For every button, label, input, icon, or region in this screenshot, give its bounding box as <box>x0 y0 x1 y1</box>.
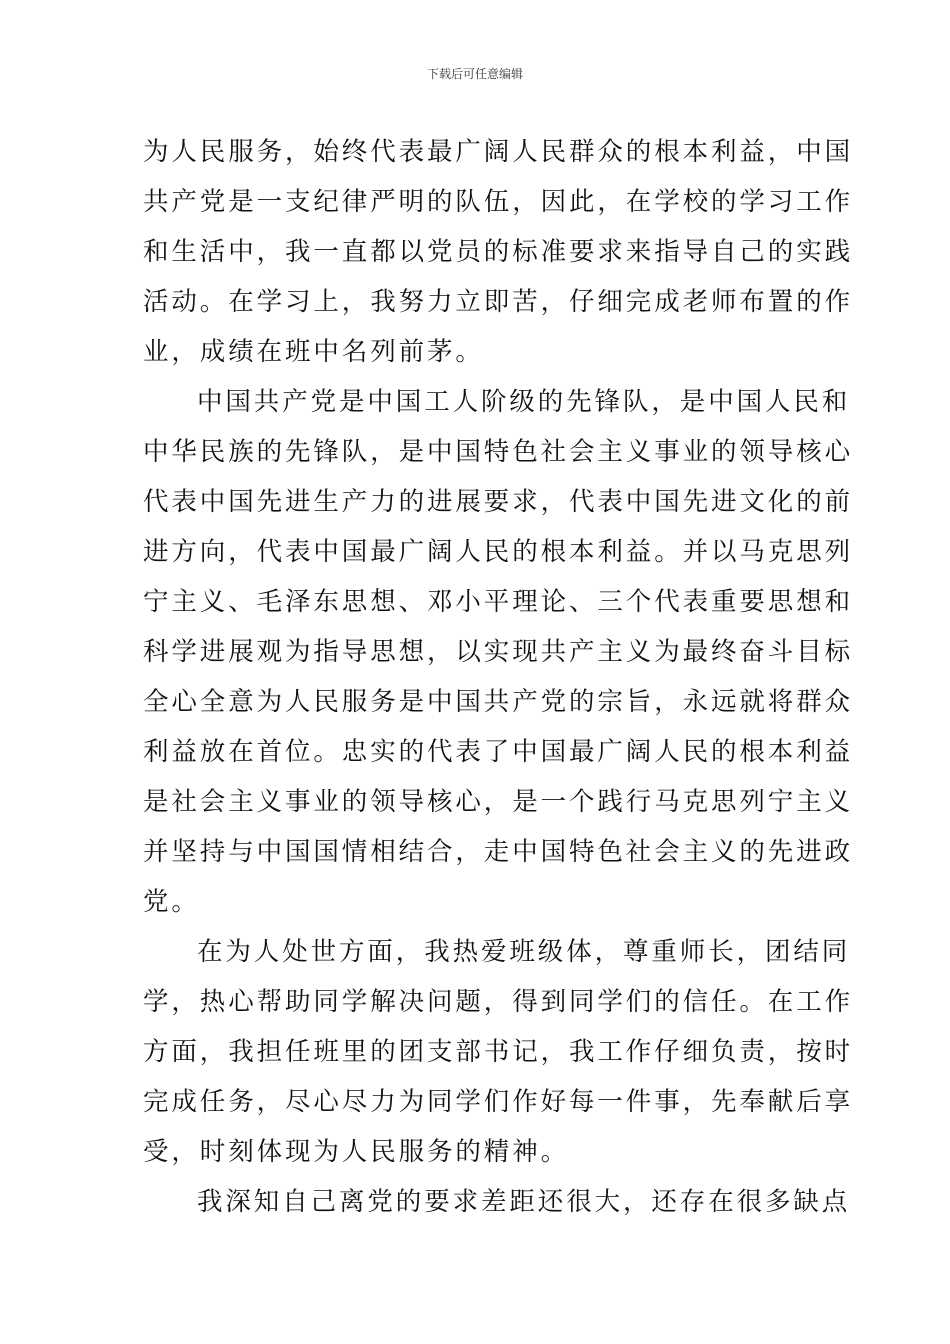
page-header-note: 下载后可任意编辑 <box>426 67 523 81</box>
text-line: 并坚持与中国国情相结合，走中国特色社会主义的先进政 <box>143 837 854 867</box>
paragraph-first-line: 中国共产党是中国工人阶级的先锋队，是中国人民和 <box>197 387 851 417</box>
text-line: 代表中国先进生产力的进展要求，代表中国先进文化的前 <box>143 487 854 517</box>
text-line: 为人民服务，始终代表最广阔人民群众的根本利益，中国 <box>143 137 854 167</box>
text-line: 学，热心帮助同学解决问题，得到同学们的信任。在工作 <box>143 987 854 1017</box>
text-line: 中华民族的先锋队，是中国特色社会主义事业的领导核心 <box>143 437 854 467</box>
text-line: 活动。在学习上，我努力立即苦，仔细完成老师布置的作 <box>143 287 854 317</box>
paragraph-first-line: 我深知自己离党的要求差距还很大，还存在很多缺点 <box>197 1187 851 1217</box>
text-line: 完成任务，尽心尽力为同学们作好每一件事，先奉献后享 <box>143 1087 854 1117</box>
text-line: 方面，我担任班里的团支部书记，我工作仔细负责，按时 <box>143 1037 854 1067</box>
text-line: 和生活中，我一直都以党员的标准要求来指导自己的实践 <box>143 237 854 267</box>
text-line: 受，时刻体现为人民服务的精神。 <box>143 1137 570 1167</box>
text-line: 党。 <box>143 887 200 917</box>
text-line: 共产党是一支纪律严明的队伍，因此，在学校的学习工作 <box>143 187 854 217</box>
text-line: 宁主义、毛泽东思想、邓小平理论、三个代表重要思想和 <box>143 587 854 617</box>
text-line: 全心全意为人民服务是中国共产党的宗旨，永远就将群众 <box>143 687 854 717</box>
text-line: 是社会主义事业的领导核心，是一个践行马克思列宁主义 <box>143 787 854 817</box>
text-line: 进方向，代表中国最广阔人民的根本利益。并以马克思列 <box>143 537 854 567</box>
text-line: 业，成绩在班中名列前茅。 <box>143 337 484 367</box>
text-line: 科学进展观为指导思想，以实现共产主义为最终奋斗目标 <box>143 637 854 667</box>
text-line: 利益放在首位。忠实的代表了中国最广阔人民的根本利益 <box>143 737 854 767</box>
paragraph-first-line: 在为人处世方面，我热爱班级体，尊重师长，团结同 <box>197 937 851 967</box>
